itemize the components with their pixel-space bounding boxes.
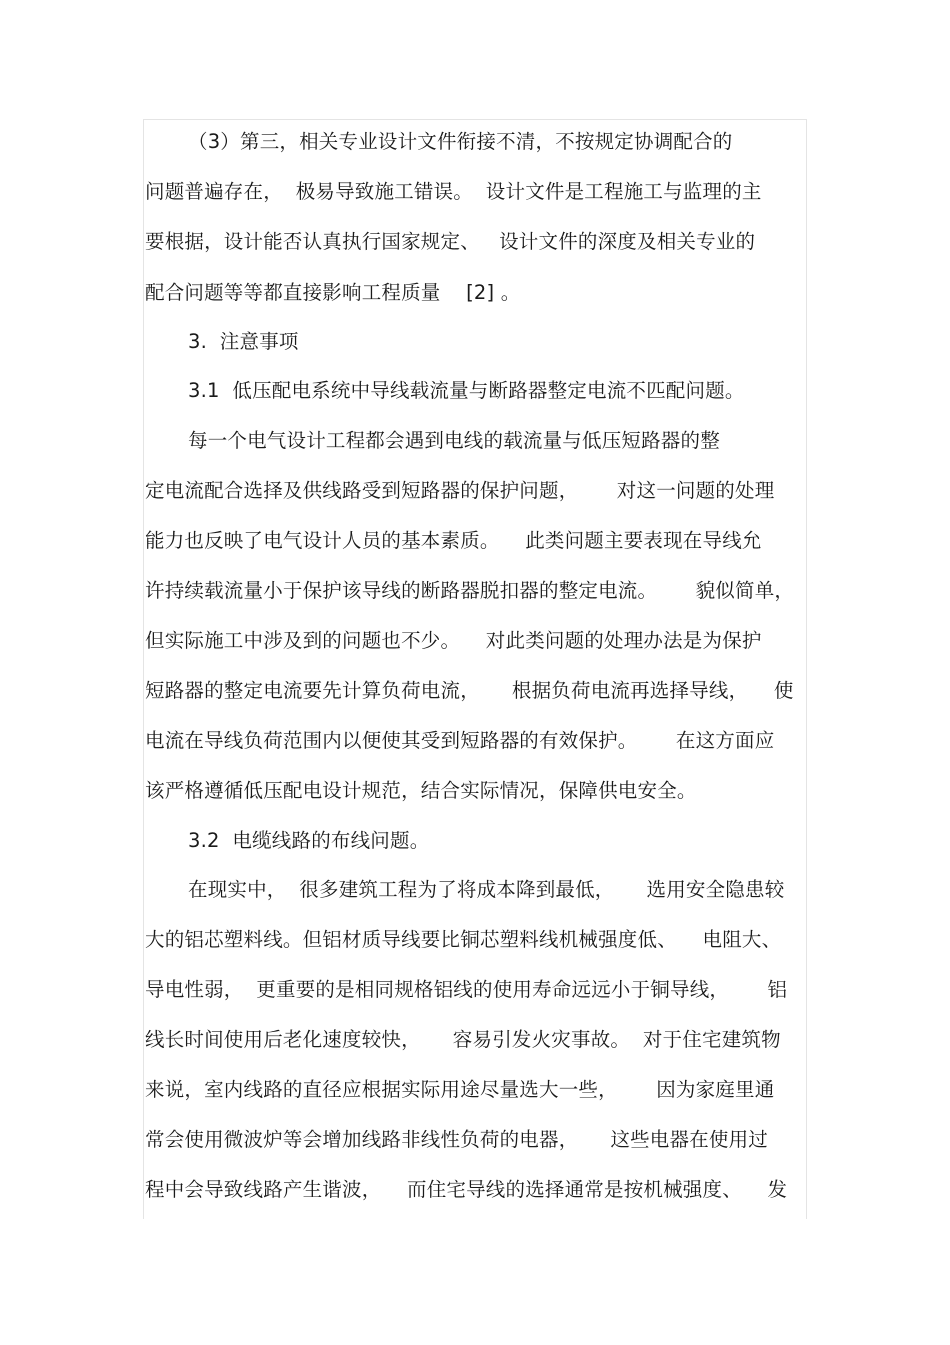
paragraph-line: 大的铝芯塑料线。但铝材质导线要比铜芯塑料线机械强度低、 电阻大、 bbox=[145, 928, 782, 951]
paragraph-line: 定电流配合选择及供线路受到短路器的保护问题， 对这一问题的处理 bbox=[145, 479, 775, 502]
paragraph-line: 常会使用微波炉等会增加线路非线性负荷的电器， 这些电器在使用过 bbox=[145, 1128, 768, 1151]
subsection-heading: 3.1 低压配电系统中导线载流量与断路器整定电流不匹配问题。 bbox=[188, 379, 745, 402]
paragraph-line: 配合问题等等都直接影响工程质量 [2] 。 bbox=[145, 281, 521, 304]
paragraph-line: （3）第三，相关专业设计文件衔接不清，不按规定协调配合的 bbox=[188, 130, 733, 153]
paragraph-line: 许持续载流量小于保护该导线的断路器脱扣器的整定电流。 貌似简单， bbox=[145, 579, 795, 602]
paragraph-line: 导电性弱， 更重要的是相同规格铝线的使用寿命远远小于铜导线， 铝 bbox=[145, 978, 788, 1001]
subsection-heading: 3.2 电缆线路的布线问题。 bbox=[188, 829, 430, 852]
paragraph-line: 电流在导线负荷范围内以便使其受到短路器的有效保护。 在这方面应 bbox=[145, 729, 775, 752]
paragraph-line: 能力也反映了电气设计人员的基本素质。 此类问题主要表现在导线允 bbox=[145, 529, 762, 552]
paragraph-line: 来说，室内线路的直径应根据实际用途尽量选大一些， 因为家庭里通 bbox=[145, 1078, 775, 1101]
paragraph-line: 在现实中， 很多建筑工程为了将成本降到最低， 选用安全隐患较 bbox=[188, 878, 785, 901]
paragraph-line: 程中会导致线路产生谐波， 而住宅导线的选择通常是按机械强度、 发 bbox=[145, 1178, 788, 1201]
paragraph-line: 但实际施工中涉及到的问题也不少。 对此类问题的处理办法是为保护 bbox=[145, 629, 762, 652]
paragraph-line: 短路器的整定电流要先计算负荷电流， 根据负荷电流再选择导线， 使 bbox=[145, 679, 794, 702]
paragraph-line: 要根据，设计能否认真执行国家规定、 设计文件的深度及相关专业的 bbox=[145, 230, 756, 253]
paragraph-line: 该严格遵循低压配电设计规范，结合实际情况，保障供电安全。 bbox=[145, 779, 697, 802]
paragraph-line: 问题普遍存在， 极易导致施工错误。 设计文件是工程施工与监理的主 bbox=[145, 180, 762, 203]
section-heading: 3. 注意事项 bbox=[188, 330, 299, 353]
paragraph-line: 线长时间使用后老化速度较快， 容易引发火灾事故。 对于住宅建筑物 bbox=[145, 1028, 781, 1051]
paragraph-line: 每一个电气设计工程都会遇到电线的载流量与低压短路器的整 bbox=[188, 429, 720, 452]
